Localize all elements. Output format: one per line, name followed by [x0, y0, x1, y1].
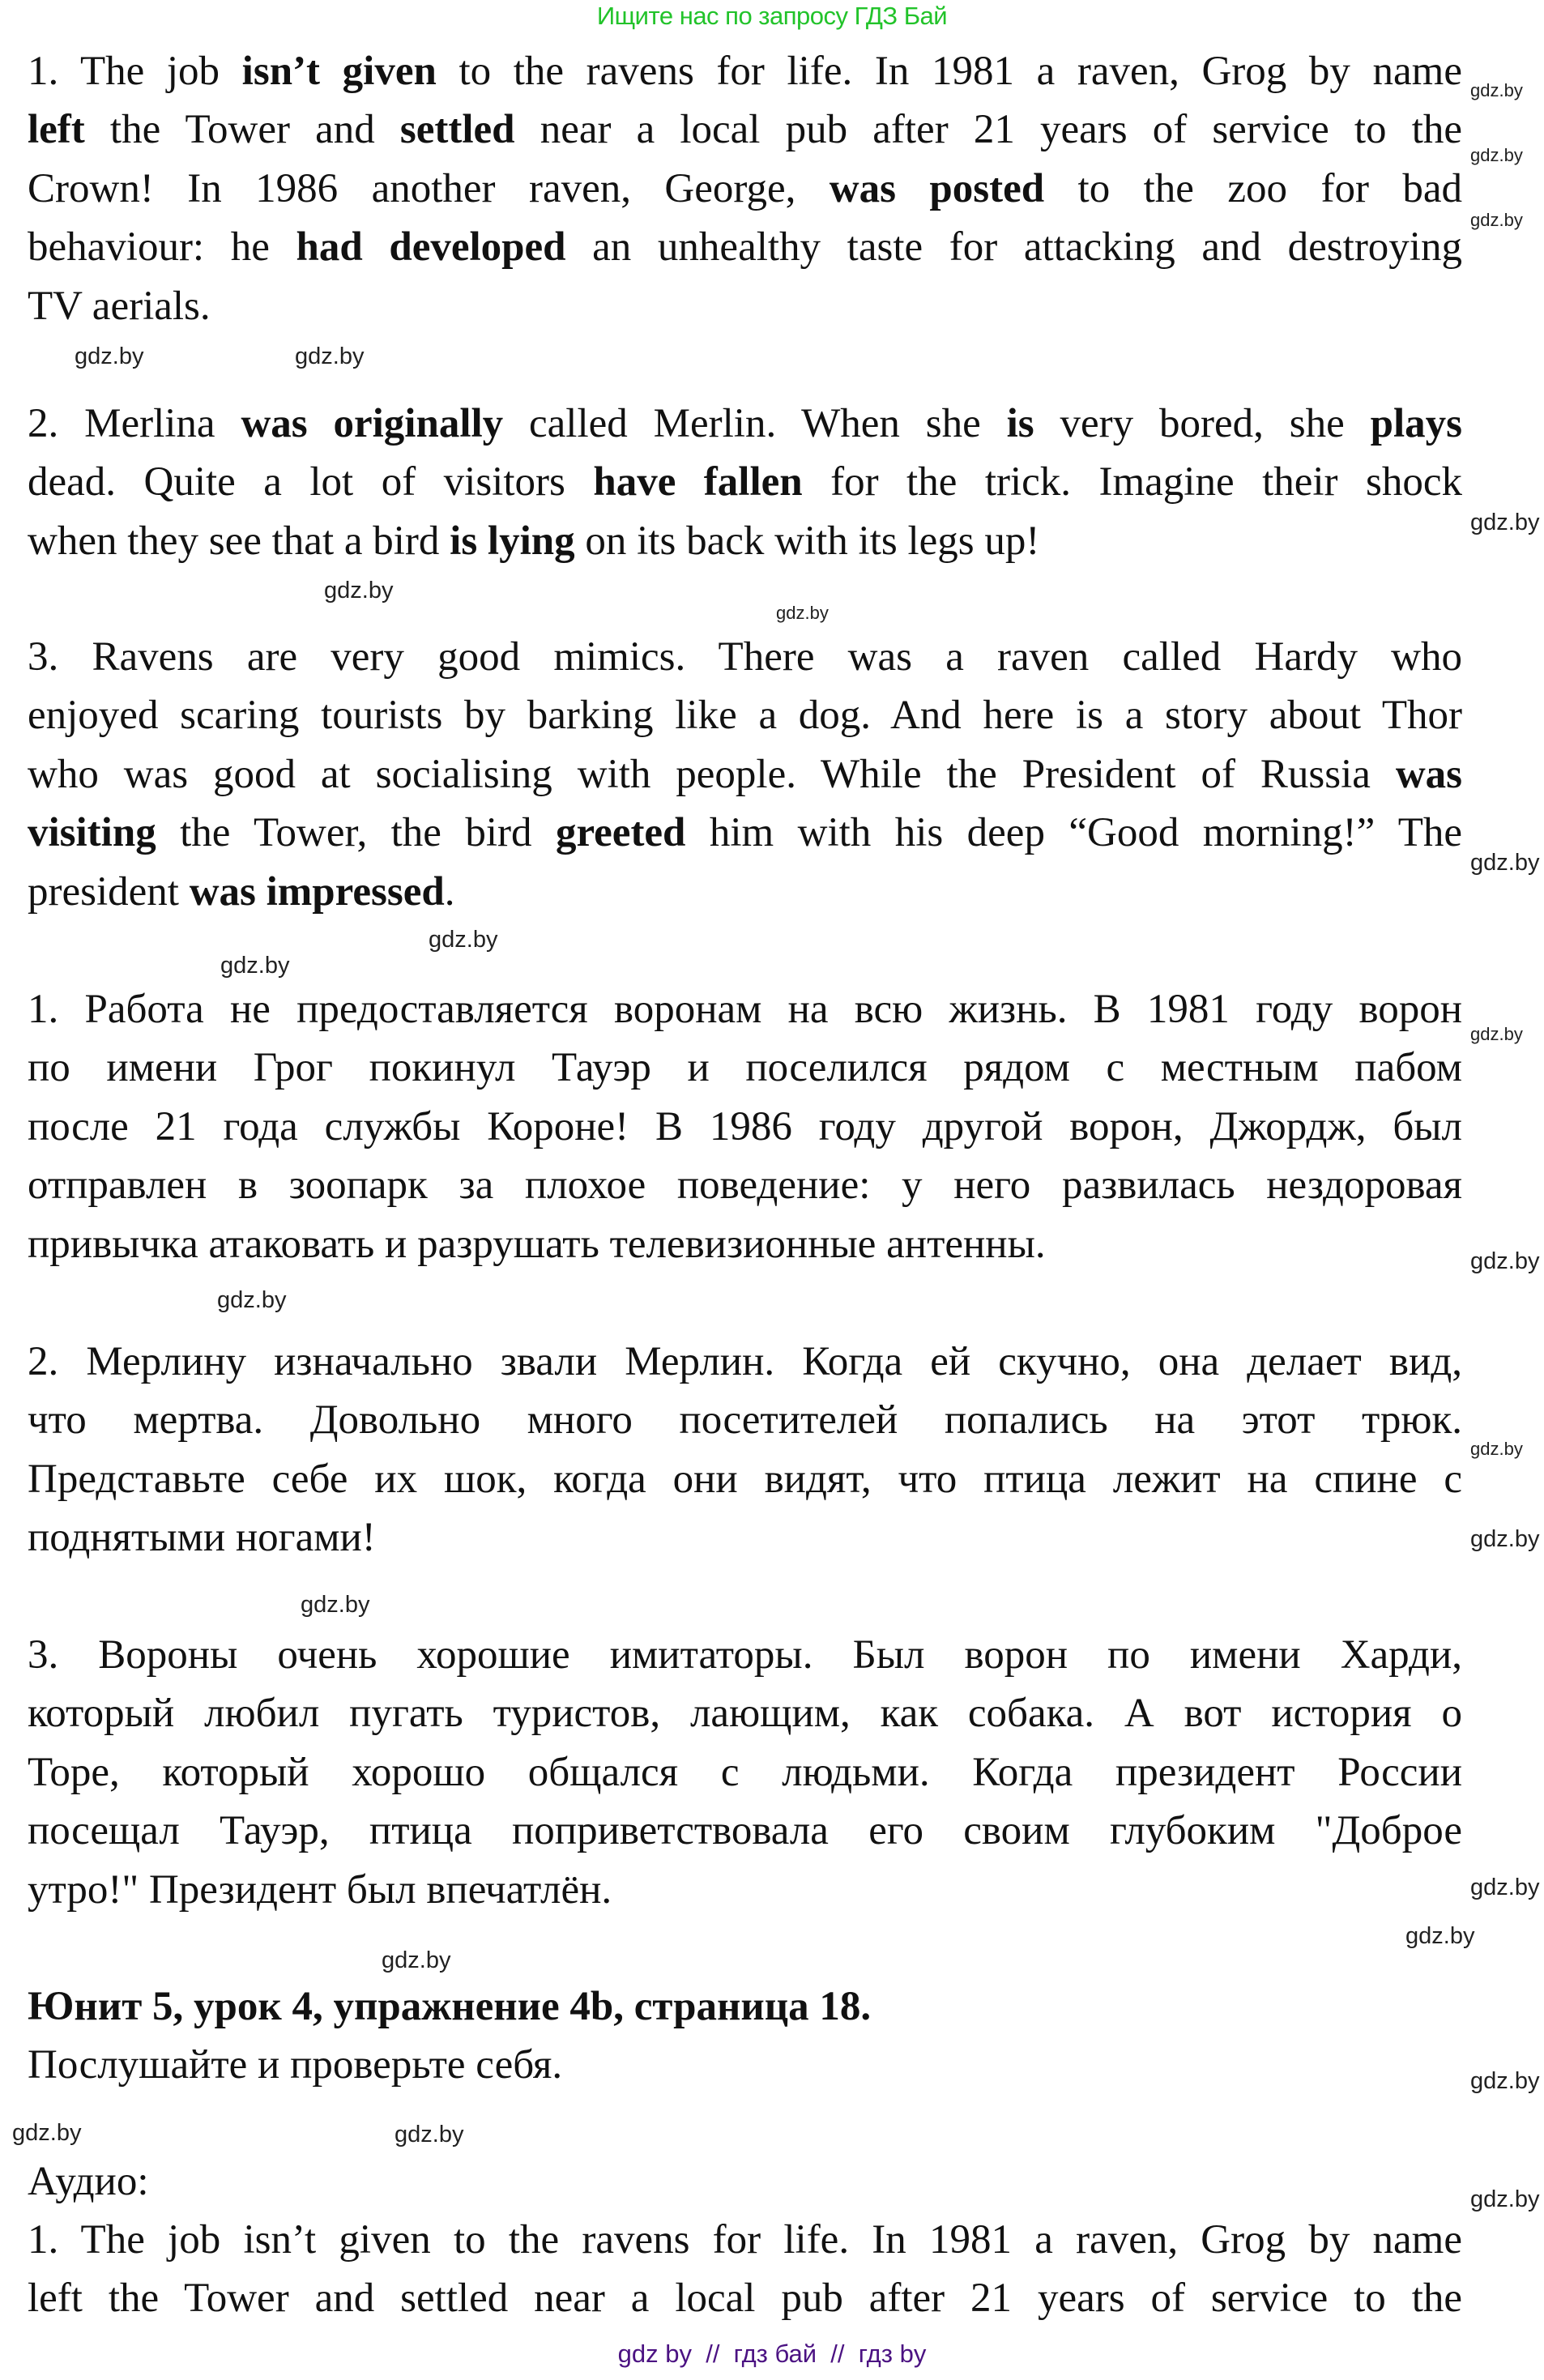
text: on its back with its legs up! [574, 518, 1040, 564]
watermark-text: gdz.by [217, 1287, 287, 1313]
watermark-text: gdz.by [1470, 1248, 1540, 1274]
text-line [28, 1802, 1462, 1860]
paragraph-ru-2 [28, 1333, 1462, 1567]
text: dead. Quite a lot of visitors [28, 459, 594, 505]
text: 2. Мерлину изначально звали Мерлин. Когда ей скучно, она делает вид, [28, 1339, 1462, 1384]
text: 1. Работа не предоставляется воронам на всю жизнь. В 1981 году ворон [28, 987, 1462, 1032]
text: TV aerials. [28, 283, 211, 329]
text-line [28, 1861, 1462, 1919]
text-line [28, 745, 1462, 804]
paragraph-ru-1 [28, 980, 1462, 1273]
text: после 21 года службы Короне! В 1986 году другой ворон, Джордж, был [28, 1103, 1462, 1149]
bold-text: plays [1370, 401, 1462, 446]
text: Послушайте и проверьте себя. [28, 2042, 563, 2088]
bold-text: isn’t given [241, 49, 437, 94]
text: president [28, 868, 190, 915]
watermark-text: gdz.by [1470, 2068, 1540, 2094]
text: him with his deep “Good morning!” The [685, 810, 1463, 856]
watermark-text: gdz.by [1470, 1024, 1523, 1044]
text-line [28, 980, 1462, 1039]
text-line [28, 1508, 1462, 1567]
bold-text: greeted [555, 810, 686, 856]
text-line [28, 1098, 1462, 1156]
footer-links[interactable]: gdz by // гдз бай // гдз by [617, 2339, 927, 2368]
text-line [28, 42, 1462, 100]
text: Аудио: [28, 2159, 149, 2204]
watermark-text: gdz.by [1470, 1526, 1540, 1552]
text-line [28, 100, 1462, 159]
bold-text: visiting [28, 810, 156, 856]
exercise-heading [28, 1977, 1462, 2095]
text: the Tower, the bird [156, 810, 556, 856]
watermark-text: gdz.by [220, 953, 290, 979]
paragraph-en-2 [28, 395, 1462, 570]
watermark-text: gdz.by [1470, 1875, 1540, 1900]
text: 3. Вороны очень хорошие имитаторы. Был ворон по имени Харди, [28, 1632, 1462, 1678]
watermark-text: gdz.by [429, 927, 498, 953]
watermark-text: gdz.by [1470, 210, 1523, 230]
text: утро!" Президент был впечатлён. [28, 1866, 612, 1913]
text-line [28, 2269, 1462, 2327]
text: поднятыми ногами! [28, 1515, 376, 1561]
text: привычка атаковать и разрушать телевизионные антенны. [28, 1221, 1046, 1267]
watermark-text: gdz.by [1470, 850, 1540, 876]
text: 3. Ravens are very good mimics. There was a raven called Hardy who [28, 634, 1462, 680]
text-line [28, 628, 1462, 686]
bold-text: had developed [296, 224, 566, 271]
text: Торе, который хорошо общался с людьми. Когда президент России [28, 1749, 1462, 1795]
text: Crown! In 1986 another raven, George, [28, 165, 830, 211]
text-line [28, 453, 1462, 511]
text: to the ravens for life. In 1981 a raven, Grog by name [436, 49, 1462, 94]
text: left the Tower and settled near a local pub after 21 years of service to the [28, 2276, 1462, 2322]
bold-text: is [1006, 401, 1034, 446]
text: 1. The job isn’t given to the ravens for life. In 1981 a raven, Grog by name [28, 2217, 1462, 2263]
watermark-text: gdz.by [395, 2122, 464, 2148]
text: который любил пугать туристов, лающим, как собака. А вот история о [28, 1691, 1462, 1737]
text-line [28, 2152, 1462, 2211]
text: called Merlin. When she [503, 401, 1007, 446]
audio-paragraph [28, 2211, 1462, 2328]
text-line [28, 512, 1462, 570]
bold-text: have fallen [593, 459, 803, 505]
bold-text: was posted [829, 165, 1045, 211]
text: отправлен в зоопарк за плохое поведение: у него развилась нездоровая [28, 1162, 1462, 1209]
watermark-text: gdz.by [1470, 2186, 1540, 2212]
bold-text: was impressed [189, 868, 445, 915]
text: что мертва. Довольно много посетителей попались на этот трюк. [28, 1397, 1462, 1444]
bold-text: Юнит 5, урок 4, упражнение 4b, страница 18. [28, 1984, 872, 2029]
audio-label [28, 2152, 1462, 2211]
watermark-text: gdz.by [382, 1947, 451, 1973]
text-line [28, 1333, 1462, 1391]
text-line [28, 1977, 1462, 2036]
bold-text: settled [399, 107, 515, 153]
text: behaviour: he [28, 224, 296, 271]
text-line [28, 1626, 1462, 1684]
text-line [28, 1039, 1462, 1097]
text-line [28, 686, 1462, 744]
text: when they see that a bird [28, 518, 450, 564]
text: the Tower and [84, 107, 400, 153]
bold-text: left [28, 107, 85, 153]
text-line [28, 1743, 1462, 1802]
watermark-text: gdz.by [1470, 145, 1523, 165]
text-line [28, 804, 1462, 862]
text-line [28, 218, 1462, 276]
text-line [28, 863, 1462, 921]
watermark-text: gdz.by [295, 343, 365, 369]
text-line [28, 277, 1462, 335]
watermark-text: gdz.by [1470, 80, 1523, 100]
text-line [28, 1391, 1462, 1449]
text: an unhealthy taste for attacking and destroying [565, 224, 1462, 271]
text: who was good at socialising with people. While the President of Russia [28, 751, 1396, 797]
watermark-text: gdz.by [12, 2120, 82, 2146]
text: very bored, she [1034, 401, 1371, 446]
paragraph-en-1 [28, 42, 1462, 335]
text: . [444, 868, 455, 915]
text-line [28, 1156, 1462, 1214]
text-line [28, 1450, 1462, 1508]
text: посещал Тауэр, птица поприветствовала его своим глубоким "Доброе [28, 1808, 1462, 1854]
paragraph-en-3 [28, 628, 1462, 921]
text: Представьте себе их шок, когда они видят, что птица лежит на спине с [28, 1456, 1462, 1502]
bold-text: is lying [450, 518, 575, 564]
text: to the zoo for bad [1044, 165, 1462, 211]
watermark-text: gdz.by [1470, 510, 1540, 535]
text: по имени Грог покинул Тауэр и поселился рядом с местным пабом [28, 1045, 1462, 1091]
watermark-text: gdz.by [1405, 1923, 1475, 1949]
text-line [28, 1684, 1462, 1742]
watermark-text: gdz.by [75, 343, 144, 369]
text-line [28, 2036, 1462, 2094]
text-line [28, 160, 1462, 218]
watermark-text: gdz.by [1470, 1439, 1523, 1459]
text-line [28, 1215, 1462, 1273]
text: enjoyed scaring tourists by barking like a dog. And here is a story about Thor [28, 693, 1462, 739]
watermark-text: gdz.by [301, 1592, 370, 1618]
paragraph-ru-3 [28, 1626, 1462, 1919]
text: 2. Merlina [28, 401, 241, 446]
text-line [28, 2211, 1462, 2269]
text: for the trick. Imagine their shock [802, 459, 1462, 505]
watermark-text: gdz.by [324, 578, 394, 604]
text: 1. The job [28, 49, 242, 94]
text: near a local pub after 21 years of service to the [514, 107, 1462, 153]
watermark-text: gdz.by [776, 603, 829, 623]
search-banner[interactable]: Ищите нас по запросу ГДЗ Бай [596, 2, 948, 30]
bold-text: was [1395, 751, 1462, 797]
bold-text: was originally [241, 401, 504, 446]
text-line [28, 395, 1462, 453]
